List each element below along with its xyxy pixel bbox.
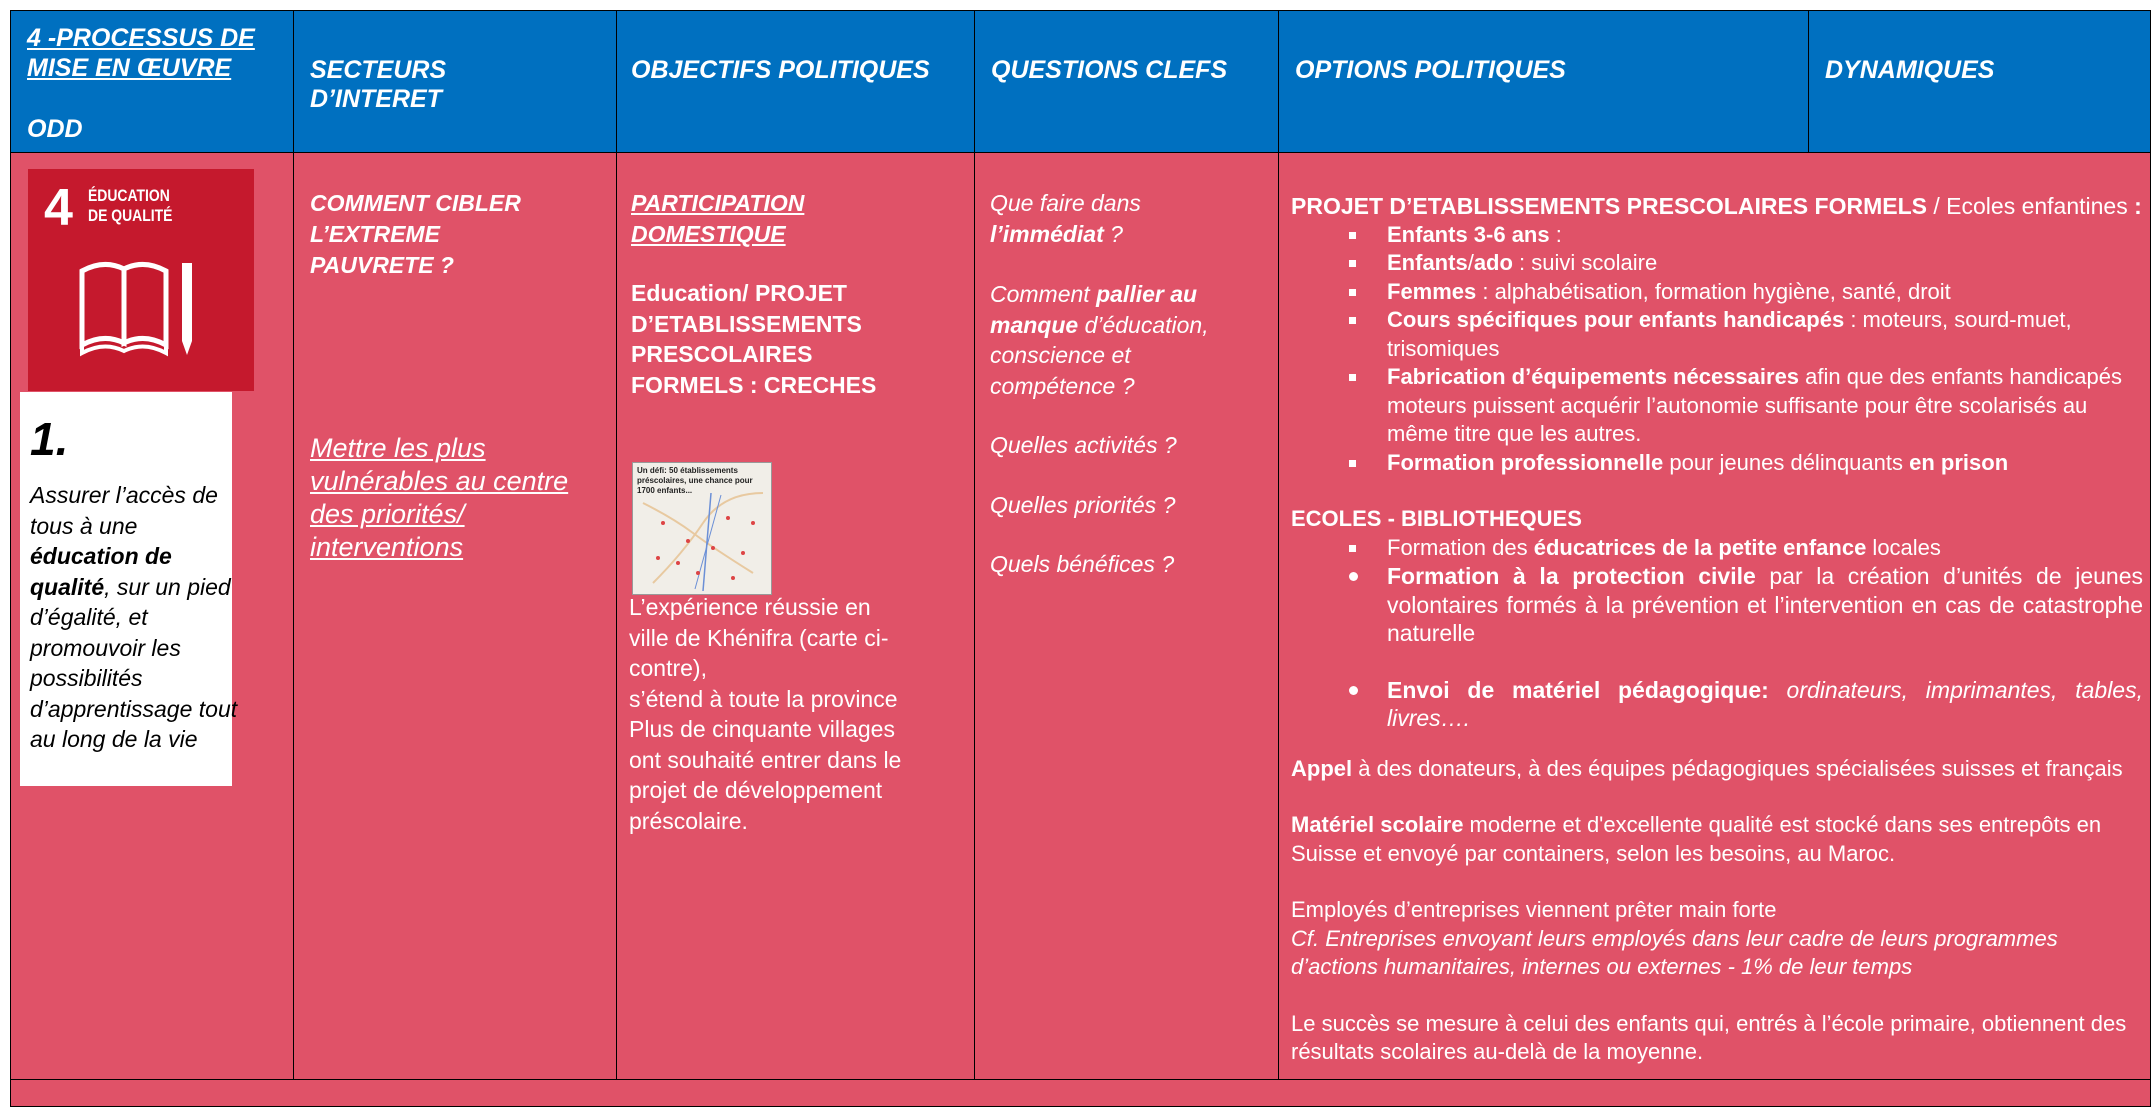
sdg4-title-line2: DE QUALITÉ	[88, 206, 173, 225]
options-item-6-bold2: en prison	[1909, 449, 2009, 475]
options-p6-rest: Le succès se mesure à celui des enfants qui, entrés à l’école primaire, obtiennent des résultats scolaires au-delà de la moyenne.	[1291, 1010, 2127, 1064]
options-list-2	[1291, 534, 2143, 733]
question-2c: manque	[990, 311, 1079, 338]
header-objectifs: OBJECTIFS POLITIQUES	[631, 56, 930, 84]
header-secteurs-line1: SECTEURS	[310, 56, 447, 84]
body-cell-secteurs	[293, 152, 617, 1080]
objectifs-text-6: ont souhaité entrer dans le	[629, 746, 902, 773]
header-options: OPTIONS POLITIQUES	[1295, 56, 1566, 84]
question-3: Quelles activités ?	[990, 432, 1177, 458]
question-2-line2	[990, 310, 1209, 341]
options-block	[1291, 192, 2143, 1067]
objectifs-text-1: L’expérience réussie en	[629, 594, 871, 620]
secteurs-subtitle	[310, 432, 568, 564]
objectifs-text	[629, 592, 901, 836]
options-item-2	[1387, 249, 2143, 278]
objectifs-project	[631, 278, 876, 400]
question-2a: Comment	[990, 281, 1097, 307]
options-item-7	[1387, 534, 2143, 563]
options-p1-rest: / Ecoles enfantines	[1926, 193, 2135, 219]
options-item-4-rest: : moteurs, sourd-muet, trisomiques	[1387, 307, 2072, 361]
options-list-1	[1291, 221, 2143, 478]
options-item-8-bold: Formation à la protection civile	[1387, 563, 1756, 589]
header-processus-line2: MISE EN ŒUVRE	[27, 54, 232, 82]
header-cell-processus	[10, 10, 294, 153]
map-caption: Un défi: 50 établissements préscolaires, une chance pour 1700 enfants...	[637, 466, 753, 495]
options-p2-bold: ECOLES - BIBLIOTHEQUES	[1291, 506, 1582, 531]
objectifs-project-4: FORMELS : CRECHES	[631, 371, 877, 398]
question-2d: d’éducation,	[1078, 311, 1209, 338]
question-1	[990, 188, 1209, 249]
secteurs-title-3: PAUVRETE ?	[310, 252, 454, 278]
options-item-1	[1387, 221, 2143, 250]
options-item-5-rest: afin que des enfants handicapés moteurs puissent acquérir l’autonomie suffisante pour être scolarisés au même titre que les autres.	[1387, 364, 2122, 446]
header-odd: ODD	[27, 115, 83, 143]
options-p3-bold: Appel	[1291, 755, 1353, 781]
options-item-9	[1387, 676, 2143, 733]
odd-goal-text-2: éducation de qualité	[30, 543, 172, 600]
options-item-8-rest: par la création d’unités de jeunes volontaires formés à la prévention et l’intervention en cas de catastrophe naturelle	[1387, 563, 2143, 646]
options-p5-ital: Cf. Entreprises envoyant leurs employés dans leur cadre de leurs programmes d’actions humanitaires, internes ou externes - 1% de leur temps	[1291, 925, 2058, 979]
options-item-3-rest: : alphabétisation, formation hygiène, santé, droit	[1476, 278, 1951, 304]
question-2	[990, 279, 1209, 401]
options-p1-bold: PROJET D’ETABLISSEMENTS PRESCOLAIRES FORMELS	[1291, 193, 1927, 219]
question-4: Quelles priorités ?	[990, 491, 1176, 518]
odd-goal-text-1: Assurer l’accès de tous à une	[30, 482, 218, 539]
header-secteurs-line2: D’INTERET	[310, 85, 442, 113]
objectifs-title	[631, 188, 804, 250]
options-item-9-bold: Envoi de matériel pédagogique:	[1387, 676, 1769, 703]
question-2-line1	[990, 279, 1209, 310]
options-p1-colon: :	[2134, 193, 2142, 219]
options-p5	[1291, 896, 2143, 982]
objectifs-title-2: DOMESTIQUE	[631, 221, 786, 247]
objectifs-text-8: préscolaire.	[629, 807, 748, 834]
sdg4-title-line1: ÉDUCATION	[88, 186, 170, 205]
objectifs-text-3: contre),	[629, 655, 707, 681]
options-p3	[1291, 755, 2143, 784]
question-1b-bold: l’immédiat	[990, 220, 1104, 247]
header-cell-questions	[974, 10, 1279, 153]
options-p4-rest: moderne et d'excellente qualité est stocké dans ses entrepôts en Suisse et envoyé par containers, selon les besoins, au Maroc.	[1291, 812, 2102, 866]
options-item-6-rest: pour jeunes délinquants	[1663, 449, 1910, 475]
header-questions: QUESTIONS CLEFS	[991, 56, 1228, 84]
objectifs-project-3: PRESCOLAIRES	[631, 341, 813, 367]
questions-block	[990, 188, 1209, 580]
header-dynamiques: DYNAMIQUES	[1825, 56, 1995, 84]
header-cell-objectifs	[616, 10, 975, 153]
question-1b	[990, 219, 1209, 250]
header-processus-line1: 4 -PROCESSUS DE	[27, 24, 255, 52]
options-p3-rest: à des donateurs, à des équipes pédagogiques spécialisées suisses et français	[1352, 755, 2123, 781]
sdg4-badge	[28, 169, 254, 391]
secteurs-title-1: COMMENT CIBLER	[310, 190, 521, 216]
question-1c: ?	[1103, 220, 1123, 247]
odd-goal-number: 1.	[30, 413, 69, 465]
question-2b: pallier au	[1096, 281, 1198, 307]
options-item-6	[1387, 449, 2143, 478]
options-p1	[1291, 192, 2143, 221]
options-p5-rest: Employés d’entreprises viennent prêter main forte	[1291, 897, 1777, 922]
options-item-2-rest2: : suivi scolaire	[1512, 250, 1658, 275]
options-item-2-bold2: ado	[1473, 250, 1513, 275]
odd-goal-text-3: , sur un pied d’égalité, et promouvoir les possibilités d’apprentissage tout au long de la vie	[30, 573, 238, 752]
objectifs-title-1: PARTICIPATION	[631, 190, 805, 216]
khenifra-map-thumbnail	[632, 462, 772, 595]
header-cell-dynamiques	[1808, 10, 2151, 153]
question-1a: Que faire dans	[990, 190, 1141, 216]
sdg4-title	[88, 186, 172, 226]
options-p6	[1291, 1010, 2143, 1067]
objectifs-text-2: ville de Khénifra (carte ci-	[629, 624, 889, 651]
options-item-2-bold1: Enfants	[1387, 250, 1468, 275]
footer-row	[10, 1079, 2151, 1107]
options-item-4	[1387, 306, 2143, 363]
secteurs-sub-2: vulnérables au centre	[310, 466, 569, 496]
options-p4	[1291, 811, 2143, 868]
header-cell-options	[1278, 10, 1809, 153]
options-item-5-bold: Fabrication d’équipements nécessaires	[1387, 364, 1800, 389]
options-item-1-bold: Enfants 3-6 ans	[1387, 221, 1550, 247]
options-item-8	[1387, 562, 2143, 648]
question-2f: compétence ?	[990, 372, 1135, 399]
sdg4-number: 4	[44, 179, 73, 237]
map-graphic	[633, 463, 771, 594]
options-item-1-rest: :	[1549, 221, 1562, 247]
options-item-7-rest1: Formation des	[1387, 534, 1534, 560]
options-p2	[1291, 505, 2143, 534]
options-item-5	[1387, 363, 2143, 449]
objectifs-project-1b: PROJET	[748, 280, 847, 306]
objectifs-project-2: D’ETABLISSEMENTS	[631, 310, 862, 337]
secteurs-sub-1: Mettre les plus	[310, 433, 486, 463]
options-item-9-ital: ordinateurs, imprimantes, tables, livres….	[1387, 676, 2143, 731]
secteurs-title-2: L’EXTREME	[310, 221, 440, 247]
options-item-2-rest1: /	[1467, 250, 1474, 275]
objectifs-text-7: projet de développement	[629, 777, 883, 803]
objectifs-text-5: Plus de cinquante villages	[629, 716, 895, 742]
options-item-3	[1387, 278, 2143, 307]
book-pencil-icon	[76, 257, 206, 357]
objectifs-project-1a: Education/	[631, 280, 749, 306]
objectifs-project-1	[631, 278, 876, 309]
options-item-7-rest2: locales	[1866, 534, 1941, 560]
odd-goal-text	[30, 480, 240, 755]
options-item-6-bold: Formation professionnelle	[1387, 449, 1664, 475]
header-cell-secteurs	[293, 10, 617, 153]
options-item-4-bold: Cours spécifiques pour enfants handicapés	[1387, 307, 1845, 332]
odd-goal-box	[20, 392, 238, 786]
options-item-3-bold: Femmes	[1387, 278, 1477, 304]
secteurs-sub-3: des priorités/	[310, 499, 465, 529]
secteurs-title	[310, 188, 521, 281]
options-item-7-bold: éducatrices de la petite enfance	[1533, 534, 1867, 560]
objectifs-text-4: s’étend à toute la province	[629, 685, 898, 712]
question-2e: conscience et	[990, 342, 1131, 368]
secteurs-sub-4: interventions	[310, 532, 464, 562]
question-5: Quels bénéfices ?	[990, 551, 1175, 577]
options-p4-bold: Matériel scolaire	[1291, 812, 1464, 837]
